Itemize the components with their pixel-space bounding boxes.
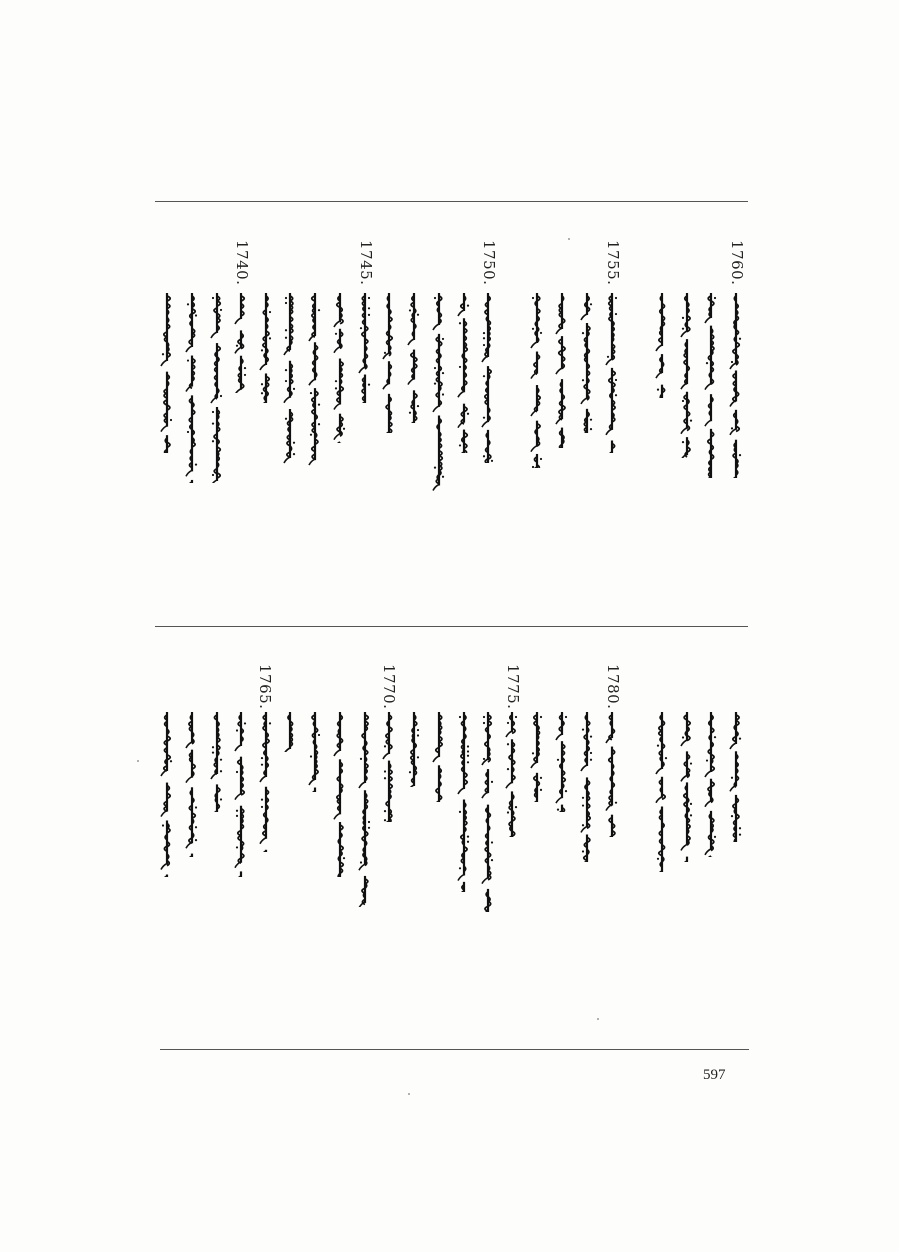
mongolian-text-column [704, 712, 718, 857]
mongolian-text-column [555, 712, 569, 812]
page-number: 597 [703, 1067, 726, 1083]
line-number-1755: 1755. [604, 240, 622, 286]
mongolian-text-column [308, 293, 322, 468]
line-number-1745: 1745. [357, 240, 375, 286]
speck [137, 760, 139, 762]
mongolian-text-column [530, 293, 544, 468]
mongolian-text-column [605, 293, 619, 453]
mongolian-text-column [283, 712, 297, 752]
mongolian-text-column [655, 293, 669, 398]
mongolian-text-column [407, 293, 421, 423]
line-number-1740: 1740. [233, 240, 251, 286]
mongolian-text-column [283, 293, 297, 468]
mongolian-text-column [704, 293, 718, 478]
mongolian-text-column [729, 293, 743, 478]
mongolian-text-column [457, 712, 471, 892]
mongolian-text-column [160, 293, 174, 453]
mongolian-text-column [680, 293, 694, 458]
mongolian-text-column [432, 293, 446, 493]
mongolian-text-column [185, 293, 199, 483]
top-rule [155, 201, 748, 202]
mongolian-text-column [382, 712, 396, 822]
speck [568, 238, 570, 240]
mongolian-text-column [210, 712, 224, 812]
mongolian-text-column [333, 712, 347, 877]
mongolian-text-column [432, 712, 446, 802]
mongolian-text-column [358, 712, 372, 907]
mongolian-text-column [580, 712, 594, 862]
mongolian-text-column [308, 712, 322, 792]
mongolian-text-column [481, 712, 495, 912]
line-number-1775: 1775. [504, 664, 522, 710]
mongolian-text-column [481, 293, 495, 463]
mongolian-text-column [655, 712, 669, 872]
mongolian-text-column [729, 712, 743, 842]
mongolian-text-column [555, 293, 569, 448]
line-number-1770: 1770. [380, 664, 398, 710]
mongolian-text-column [505, 712, 519, 837]
mongolian-text-column [580, 293, 594, 433]
mongolian-text-column [358, 293, 372, 403]
mongolian-text-column [185, 712, 199, 857]
mongolian-text-column [234, 712, 248, 877]
speck [408, 1093, 410, 1095]
mongolian-text-column [259, 712, 273, 852]
mongolian-text-column [234, 293, 248, 393]
line-number-1780: 1780. [604, 664, 622, 710]
mongolian-text-column [680, 712, 694, 862]
mongolian-text-column [210, 293, 224, 483]
mongolian-text-column [259, 293, 273, 403]
speck [597, 1018, 599, 1020]
mongolian-text-column [407, 712, 421, 787]
line-number-1765: 1765. [256, 664, 274, 710]
line-number-1760: 1760. [728, 240, 746, 286]
mongolian-text-column [605, 712, 619, 837]
bottom-rule [160, 1049, 749, 1050]
mongolian-text-column [382, 293, 396, 433]
middle-rule [155, 626, 748, 627]
mongolian-text-column [333, 293, 347, 443]
mongolian-text-column [530, 712, 544, 802]
mongolian-text-column [160, 712, 174, 877]
mongolian-text-column [457, 293, 471, 453]
line-number-1750: 1750. [480, 240, 498, 286]
